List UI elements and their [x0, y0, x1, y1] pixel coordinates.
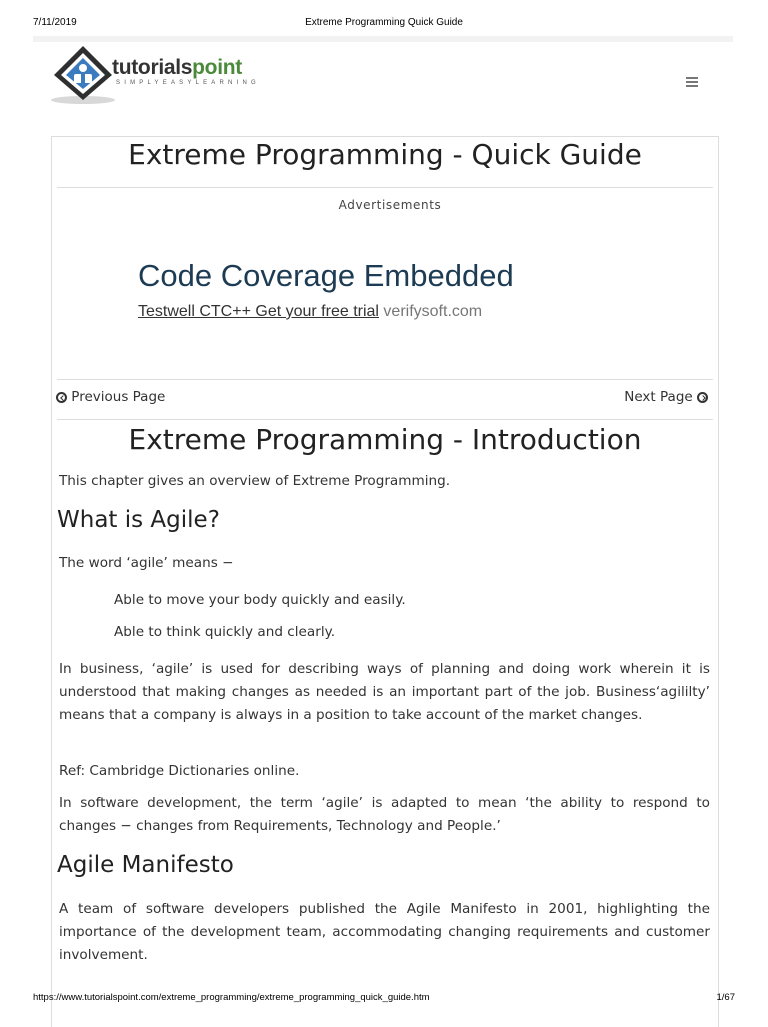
logo-emblem-icon: [50, 44, 120, 106]
print-header: [0, 0, 768, 32]
hamburger-menu-icon[interactable]: [686, 77, 702, 91]
ad-link[interactable]: Testwell CTC++ Get your free trial: [138, 303, 379, 320]
section-heading-manifesto: Agile Manifesto: [57, 852, 234, 878]
chapter-title: Extreme Programming - Introduction: [128, 423, 642, 456]
previous-page-label: Previous Page: [71, 389, 166, 405]
header-band: [33, 36, 733, 42]
section-heading-agile: What is Agile?: [57, 507, 220, 533]
logo-wordmark: [112, 56, 242, 80]
advertisements-label: Advertisements: [338, 198, 442, 212]
agile-meaning-item: Able to think quickly and clearly.: [114, 624, 336, 640]
agile-meaning-item: Able to move your body quickly and easily.: [114, 592, 406, 608]
ad-bottom-divider: [57, 379, 713, 380]
tutorialspoint-logo[interactable]: [50, 44, 280, 106]
nav-divider: [57, 419, 713, 420]
print-page-number: 1/67: [716, 992, 735, 1003]
logo-tagline: SIMPLYEASYLEARNING: [116, 80, 260, 86]
circle-arrow-left-icon: [56, 392, 67, 403]
intro-paragraph: This chapter gives an overview of Extreme Programming.: [59, 473, 451, 489]
circle-arrow-right-icon: [697, 392, 708, 403]
previous-page-link[interactable]: [56, 389, 165, 405]
ad-domain[interactable]: verifysoft.com: [383, 303, 483, 320]
print-doc-title: Extreme Programming Quick Guide: [305, 17, 463, 28]
agile-lead-paragraph: The word ‘agile’ means −: [59, 555, 234, 571]
page-title: Extreme Programming - Quick Guide: [128, 138, 642, 171]
logo-name-accent: point: [192, 56, 242, 79]
next-page-link[interactable]: [624, 389, 708, 405]
print-url: https://www.tutorialspoint.com/extreme_programming/extreme_programming_quick_guide.htm: [33, 992, 430, 1003]
ref-paragraph: Ref: Cambridge Dictionaries online.: [59, 763, 300, 779]
ad-line: [138, 303, 482, 321]
ad-heading[interactable]: Code Coverage Embedded: [138, 258, 514, 293]
software-paragraph: In software development, the term ‘agile’ is adapted to mean ‘the ability to respond to changes − changes from Requirements, Technology and People.’: [59, 795, 710, 834]
business-paragraph: In business, ‘agile’ is used for describing ways of planning and doing work wherein it is understood that making changes as needed is an important part of the job. Business‘agililty’ means that a company is always in a position to take account of the market changes.: [59, 661, 710, 723]
manifesto-paragraph: A team of software developers published the Agile Manifesto in 2001, highlighting the importance of the development team, accommodating changing requirements and customer involvement.: [59, 901, 710, 963]
print-date: 7/11/2019: [33, 17, 77, 28]
logo-name-main: tutorials: [112, 56, 193, 79]
title-divider: [57, 187, 713, 188]
next-page-label: Next Page: [624, 389, 693, 405]
